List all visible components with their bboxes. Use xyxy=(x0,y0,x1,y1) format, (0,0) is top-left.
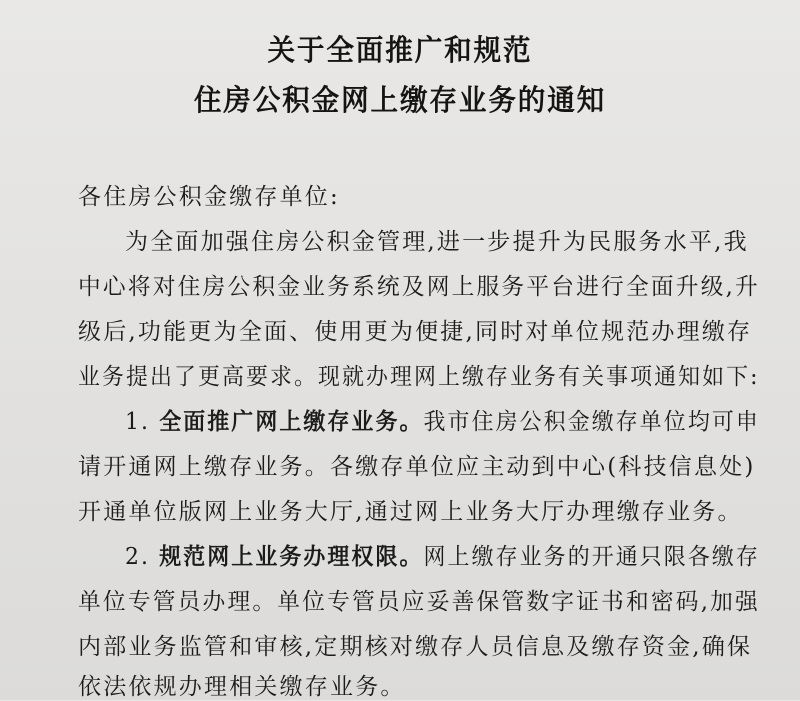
item1-line-3: 开通单位版网上业务大厅,通过网上业务大厅办理缴存业务。 xyxy=(78,499,743,525)
item2-text: 网上缴存业务的开通只限各缴存 xyxy=(423,544,760,570)
item1-heading: 全面推广网上缴存业务。 xyxy=(159,409,424,435)
document-title-line1: 关于全面推广和规范 xyxy=(267,33,533,67)
intro-line-2: 中心将对住房公积金业务系统及网上服务平台进行全面升级,升 xyxy=(78,274,760,300)
item1-line-1 xyxy=(125,403,760,436)
item2-heading: 规范网上业务办理权限。 xyxy=(159,544,424,570)
item1-number: 1. xyxy=(125,409,151,435)
item2-line-4: 依法依规办理相关缴存业务。 xyxy=(78,674,406,700)
salutation: 各住房公积金缴存单位: xyxy=(78,184,340,210)
item2-line-2: 单位专管员办理。单位专管员应妥善保管数字证书和密码,加强 xyxy=(78,589,760,615)
item2-line-1 xyxy=(125,538,760,571)
intro-line-4: 业务提出了更高要求。现就办理网上缴存业务有关事项通知如下: xyxy=(78,364,760,390)
document-title-line2: 住房公积金网上缴存业务的通知 xyxy=(193,83,607,117)
item2-number: 2. xyxy=(125,544,151,570)
intro-line-1: 为全面加强住房公积金管理,进一步提升为民服务水平,我 xyxy=(125,229,749,255)
item1-line-2: 请开通网上缴存业务。各缴存单位应主动到中心(科技信息处) xyxy=(78,454,756,480)
item1-text: 我市住房公积金缴存单位均可申 xyxy=(423,409,760,435)
intro-line-3: 级后,功能更为全面、使用更为便捷,同时对单位规范办理缴存 xyxy=(78,319,753,345)
item2-line-3: 内部业务监管和审核,定期核对缴存人员信息及缴存资金,确保 xyxy=(78,634,753,660)
